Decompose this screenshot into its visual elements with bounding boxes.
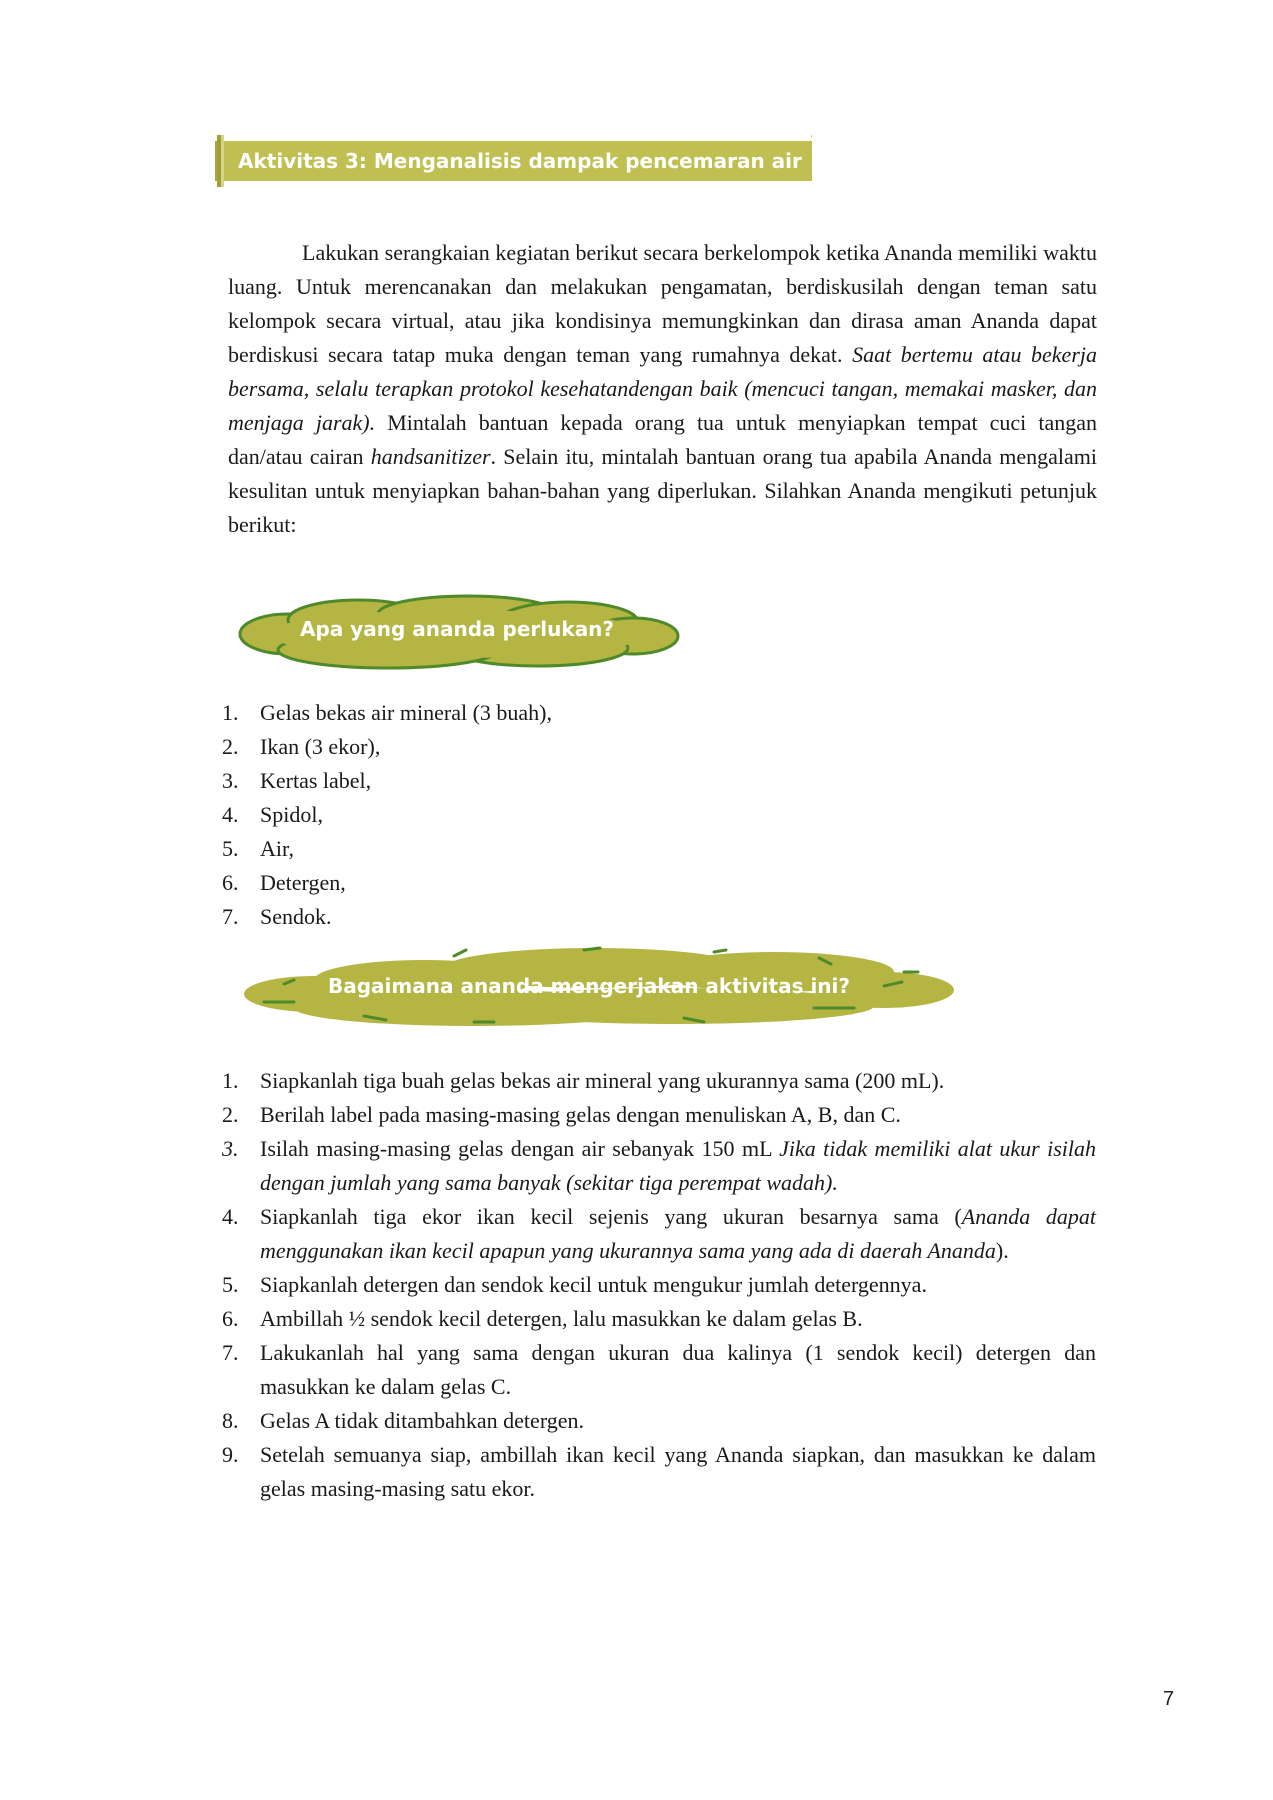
procedure-heading: Bagaimana ananda mengerjakan aktivitas ini? <box>328 974 851 998</box>
intro-text-2: Mintalah bantuan kepada orang tua untuk menyiapkan tempat cuci tangan dan/atau cairan <box>228 410 1097 469</box>
materials-heading-cloud <box>238 594 680 670</box>
list-item: 4. Spidol, <box>222 802 323 827</box>
list-item: 7. Lakukanlah hal yang sama dengan ukuran dua kalinya (1 sendok kecil) detergen dan masukkan ke dalam gelas C. <box>222 1340 1096 1399</box>
list-item: 4. Siapkanlah tiga ekor ikan kecil sejenis yang ukuran besarnya sama (Ananda dapat menggunakan ikan kecil apapun yang ukurannya sama yang ada di daerah Ananda). <box>222 1204 1096 1263</box>
activity-title: Aktivitas 3: Menganalisis dampak pencemaran air <box>238 149 802 173</box>
list-item: 6. Ambillah ½ sendok kecil detergen, lalu masukkan ke dalam gelas B. <box>222 1306 863 1331</box>
list-item: 3. Isilah masing-masing gelas dengan air sebanyak 150 mL Jika tidak memiliki alat ukur isilah dengan jumlah yang sama banyak (sekitar tiga perempat wadah). <box>222 1136 1096 1195</box>
list-item: 7. Sendok. <box>222 904 332 929</box>
materials-list <box>222 696 822 934</box>
procedure-steps-list <box>222 1064 1096 1506</box>
list-item: 1. Siapkanlah tiga buah gelas bekas air mineral yang ukurannya sama (200 mL). <box>222 1068 945 1093</box>
list-item: 1. Gelas bekas air mineral (3 buah), <box>222 700 552 725</box>
list-item: 9. Setelah semuanya siap, ambillah ikan kecil yang Ananda siapkan, dan masukkan ke dalam gelas masing-masing satu ekor. <box>222 1442 1096 1501</box>
intro-italic-2: handsanitizer <box>370 444 491 469</box>
intro-text-3: . Selain itu, mintalah bantuan orang tua apabila Ananda mengalami kesulitan untuk menyiapkan bahan-bahan yang diperlukan. Silahkan Ananda mengikuti petunjuk berikut: <box>228 444 1097 537</box>
list-item: 5. Air, <box>222 836 294 861</box>
list-item: 8. Gelas A tidak ditambahkan detergen. <box>222 1408 585 1433</box>
list-item: 2. Ikan (3 ekor), <box>222 734 381 759</box>
page-number: 7 <box>1163 1688 1175 1710</box>
list-item: 5. Siapkanlah detergen dan sendok kecil untuk mengukur jumlah detergennya. <box>222 1272 927 1297</box>
list-item: 2. Berilah label pada masing-masing gelas dengan menuliskan A, B, dan C. <box>222 1102 901 1127</box>
materials-heading: Apa yang ananda perlukan? <box>300 617 615 641</box>
activity-banner <box>215 135 812 187</box>
list-item: 6. Detergen, <box>222 870 346 895</box>
intro-italic-1: Saat bertemu atau bekerja bersama, selalu terapkan protokol kesehatandengan baik (mencuci tangan, memakai masker, dan menjaga jarak). <box>228 342 1097 435</box>
intro-text-1: Lakukan serangkaian kegiatan berikut secara berkelompok ketika Ananda memiliki waktu luang. Untuk merencanakan dan melakukan pengamatan, berdiskusilah dengan teman satu kelompok secara virtual, atau jika kondisinya memungkinkan dan dirasa aman Ananda dapat berdiskusi secara tatap muka dengan teman yang rumahnya dekat. <box>228 240 1097 367</box>
intro-paragraph <box>228 236 1097 542</box>
list-item: 3. Kertas label, <box>222 768 372 793</box>
procedure-heading-cloud <box>244 946 956 1028</box>
